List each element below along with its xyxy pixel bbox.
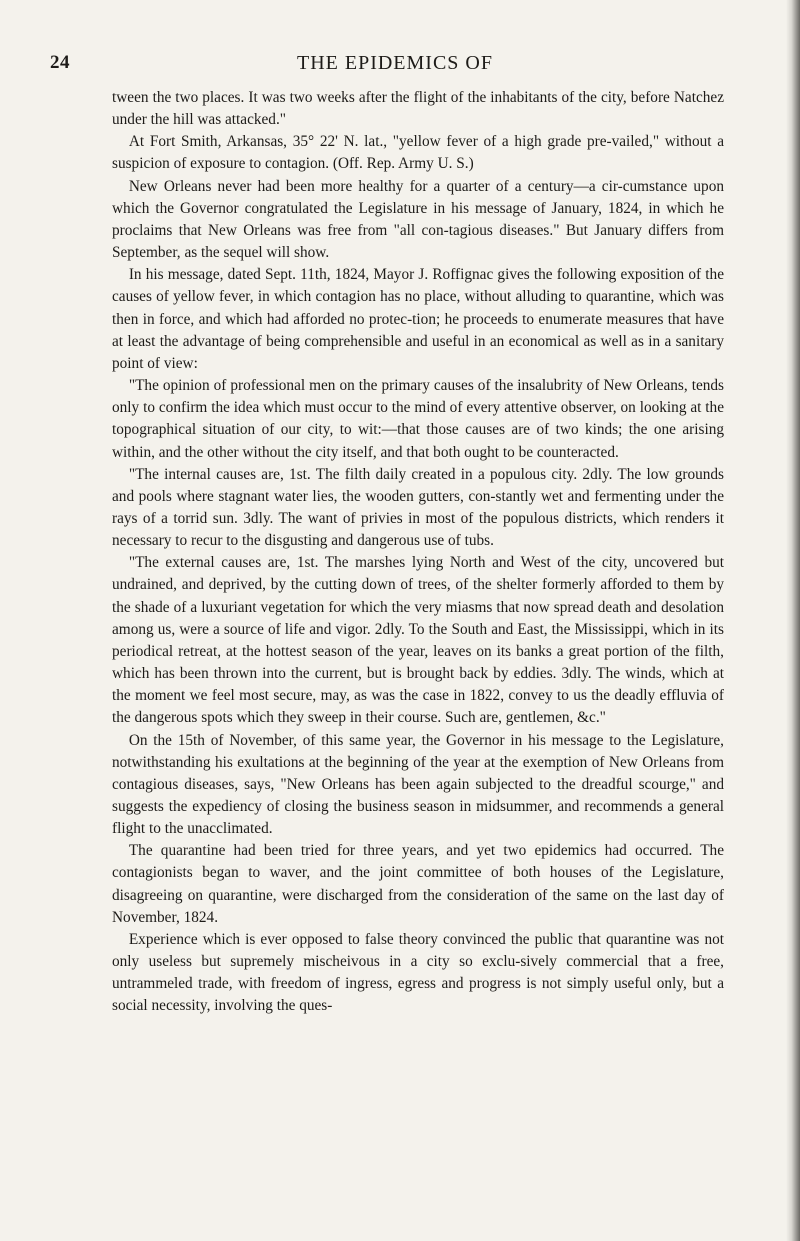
paragraph-fort-smith: At Fort Smith, Arkansas, 35° 22' N. lat., "yellow fever of a high grade pre-vailed," without a suspicion of exposure to contagion. (Off. Rep. Army U. S.) <box>112 133 724 173</box>
page-number: 24 <box>50 52 70 73</box>
paragraph-new-orleans-health: New Orleans never had been more healthy for a quarter of a century—a cir-cumstance upon which the Governor congratulated the Legislature in his message of January, 1824, in which he proclaims that New Orleans was free from "all con-tagious diseases." But January differs from September, as the sequel will show. <box>112 177 724 262</box>
paragraph-continuation: tween the two places. It was two weeks after the flight of the inhabitants of the city, before Natchez under the hill was attacked." <box>112 89 724 129</box>
paragraph-experience: Experience which is ever opposed to false theory convinced the public that quarantine was not only useless but supremely mischeivous in a city so exclu-sively commercial that a free, untrammeled trade, with freedom of ingress, egress and progress is not simply useful only, but a social necessity, involving the ques- <box>112 930 724 1015</box>
paragraph-professional-opinion: "The opinion of professional men on the primary causes of the insalubrity of New Orleans, tends only to confirm the idea which must occur to the mind of every attentive observer, on looking at the topographical situation of our city, to wit:—that those causes are of two kinds; the one arising within, and the other without the city itself, and that both ought to be counteracted. <box>112 377 724 461</box>
paragraph-external-causes: "The external causes are, 1st. The marshes lying North and West of the city, uncovered but undrained, and deprived, by the cutting down of trees, of the shelter formerly afforded to them by the shade of a luxuriant vegetation for which the very miasms that now spread death and desolation among us, were a source of life and vigor. 2dly. To the South and East, the Mississippi, which in its periodical retreat, at the hottest season of the year, leaves on its banks a great portion of the filth, which has been thrown into the current, but is brought back by eddies. 3dly. The winds, which at the moment we feel most secure, may, as was the case in 1822, convey to us the deadly effluvia of the dangerous spots which they sweep in their course. Such are, gentlemen, &c." <box>112 554 724 727</box>
body-text <box>112 87 724 1018</box>
running-title: THE EPIDEMICS OF <box>296 52 493 74</box>
paragraph-quarantine-tried: The quarantine had been tried for three years, and yet two epidemics had occurred. The contagionists began to waver, and the joint committee of both houses of the Legislature, disagreeing on quarantine, were discharged from the consideration of the same on the last day of November, 1824. <box>112 842 724 926</box>
page-edge-shadow <box>786 0 800 1241</box>
paragraph-mayor-message: In his message, dated Sept. 11th, 1824, Mayor J. Roffignac gives the following exposition of the causes of yellow fever, in which contagion has no place, without alluding to quarantine, which was then in force, and which had afforded no protec-tion; he proceeds to enumerate measures that have at least the advantage of being comprehensible and useful in an economical as well as in a sanitary point of view: <box>112 266 724 372</box>
paragraph-internal-causes: "The internal causes are, 1st. The filth daily created in a populous city. 2dly. The low grounds and pools where stagnant water lies, the wooden gutters, con-stantly wet and fermenting under the rays of a torrid sun. 3dly. The want of privies in most of the populous districts, which renders it necessary to recur to the disgusting and dangerous use of tubs. <box>112 465 724 550</box>
paragraph-governor-november: On the 15th of November, of this same year, the Governor in his message to the Legislature, notwithstanding his exultations at the beginning of the year at the exemption of New Orleans from contagious diseases, says, "New Orleans has been again subjected to the dreadful scourge," and suggests the expediency of closing the business season in midsummer, and recommends a general flight to the unacclimated. <box>112 731 724 838</box>
page-header <box>50 52 740 78</box>
